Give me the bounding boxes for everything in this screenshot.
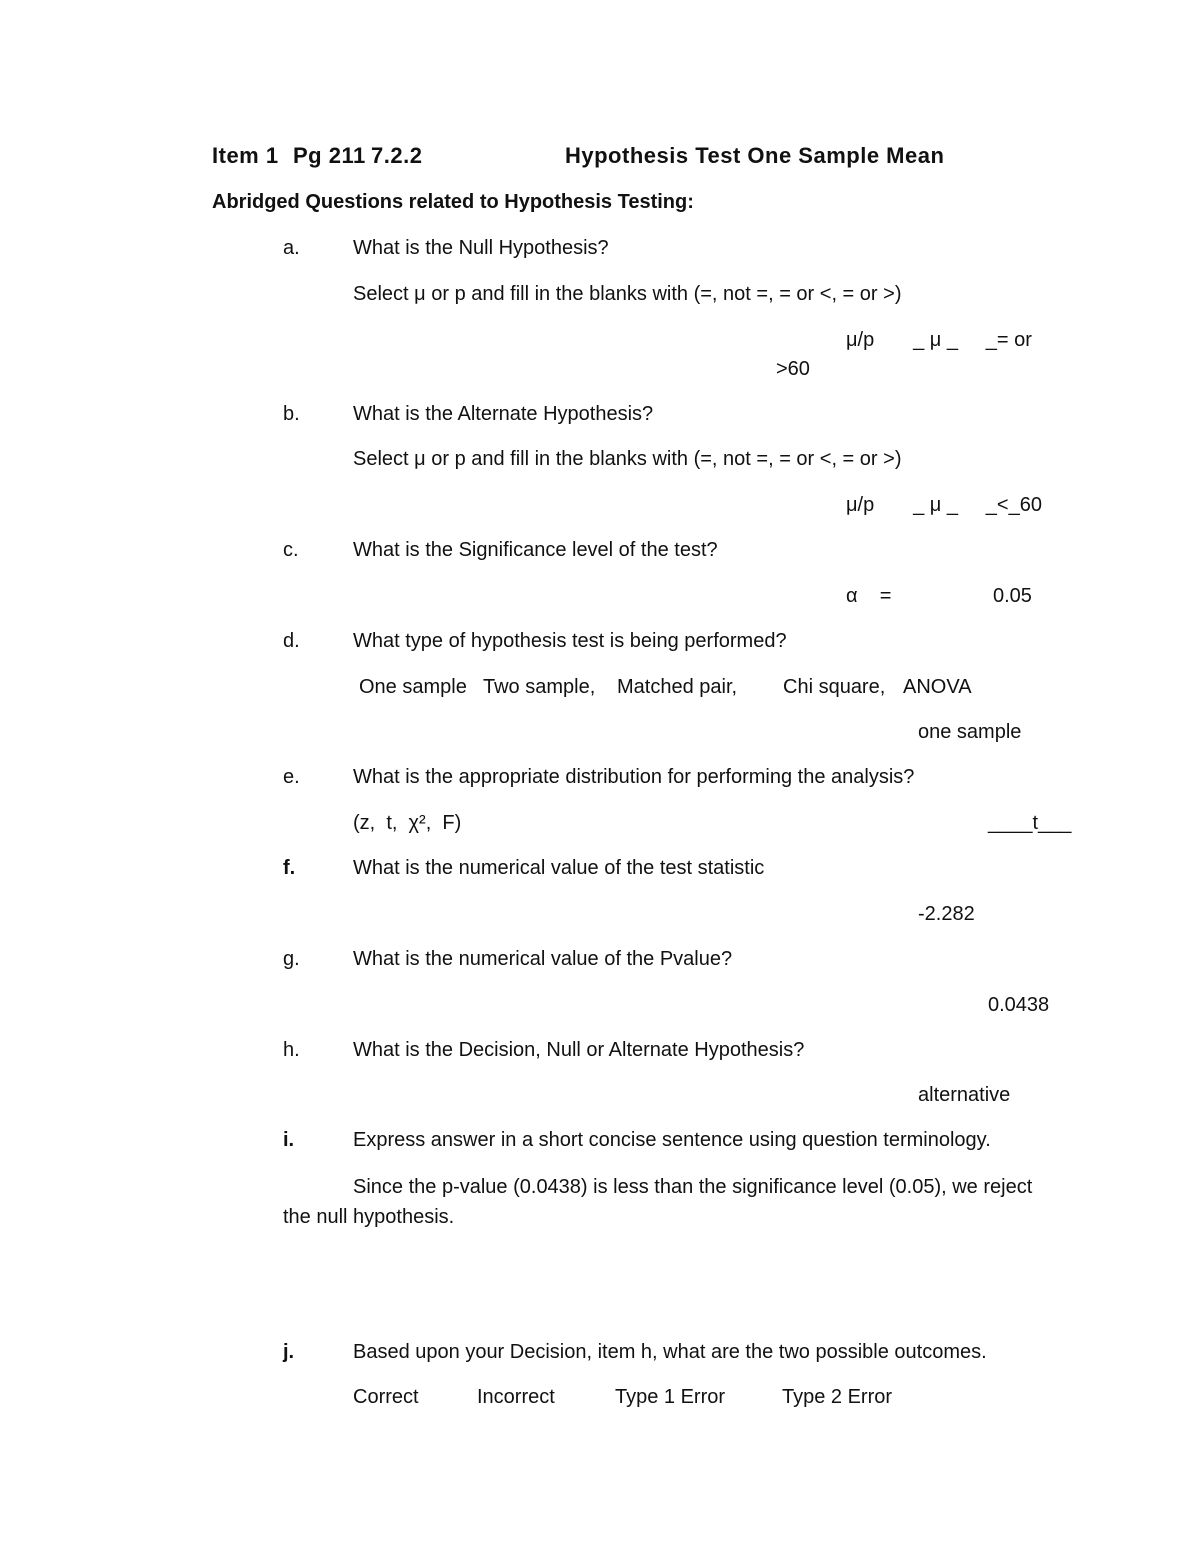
question-e-text: What is the appropriate distribution for performing the analysis? xyxy=(353,766,915,788)
question-j-text: Based upon your Decision, item h, what are the two possible outcomes. xyxy=(353,1341,987,1363)
question-letter-d: d. xyxy=(283,630,300,652)
question-letter-h: h. xyxy=(283,1039,300,1061)
outcome-correct: Correct xyxy=(353,1386,419,1408)
question-f-answer: -2.282 xyxy=(918,903,975,925)
question-a-answer-line2: >60 xyxy=(776,358,810,380)
question-letter-j: j. xyxy=(283,1341,295,1363)
question-d-answer: one sample xyxy=(918,721,1022,743)
alpha-symbol: α = xyxy=(846,585,892,607)
question-letter-c: c. xyxy=(283,539,299,561)
item-label: Item 1 xyxy=(212,143,279,168)
question-c-answer: 0.05 xyxy=(993,585,1032,607)
question-a-instruction: Select μ or p and fill in the blanks with (=, not =, = or <, = or >) xyxy=(353,283,902,305)
distribution-options: (z, t, χ², F) xyxy=(353,812,462,834)
option-one-sample: One sample xyxy=(359,676,467,698)
outcome-type-1-error: Type 1 Error xyxy=(615,1386,726,1408)
question-b-text: What is the Alternate Hypothesis? xyxy=(353,403,654,425)
page-reference: Pg 211 xyxy=(293,143,366,168)
question-h-answer: alternative xyxy=(918,1084,1011,1106)
option-matched-pair: Matched pair, xyxy=(617,676,738,698)
question-letter-b: b. xyxy=(283,403,300,425)
option-chi-square: Chi square, xyxy=(783,676,886,698)
question-a-answer-line1: μ/p _ μ _ _= or xyxy=(846,329,1032,351)
document-subtitle: Abridged Questions related to Hypothesis Testing: xyxy=(212,191,694,213)
question-letter-i: i. xyxy=(283,1129,295,1151)
question-c-text: What is the Significance level of the test? xyxy=(353,539,718,561)
question-i-answer-line1: Since the p-value (0.0438) is less than the significance level (0.05), we reject xyxy=(353,1176,1033,1198)
question-a-text: What is the Null Hypothesis? xyxy=(353,237,609,259)
question-g-text: What is the numerical value of the Pvalue? xyxy=(353,948,733,970)
question-letter-f: f. xyxy=(283,857,296,879)
question-d-text: What type of hypothesis test is being performed? xyxy=(353,630,787,652)
question-f-text: What is the numerical value of the test statistic xyxy=(353,857,765,879)
question-i-answer-line2: the null hypothesis. xyxy=(283,1206,455,1228)
question-letter-e: e. xyxy=(283,766,300,788)
question-i-text: Express answer in a short concise sentence using question terminology. xyxy=(353,1129,991,1151)
outcome-incorrect: Incorrect xyxy=(477,1386,555,1408)
question-letter-a: a. xyxy=(283,237,300,259)
question-e-answer: ____t___ xyxy=(988,812,1072,834)
document-title: Hypothesis Test One Sample Mean xyxy=(565,143,945,168)
question-h-text: What is the Decision, Null or Alternate Hypothesis? xyxy=(353,1039,805,1061)
outcome-type-2-error: Type 2 Error xyxy=(782,1386,893,1408)
question-b-instruction: Select μ or p and fill in the blanks with (=, not =, = or <, = or >) xyxy=(353,448,902,470)
option-two-sample: Two sample, xyxy=(483,676,596,698)
question-b-answer: μ/p _ μ _ _<_60 xyxy=(846,494,1042,516)
section-number: 7.2.2 xyxy=(371,143,423,168)
question-g-answer: 0.0438 xyxy=(988,994,1050,1016)
question-letter-g: g. xyxy=(283,948,300,970)
option-anova: ANOVA xyxy=(903,676,972,698)
